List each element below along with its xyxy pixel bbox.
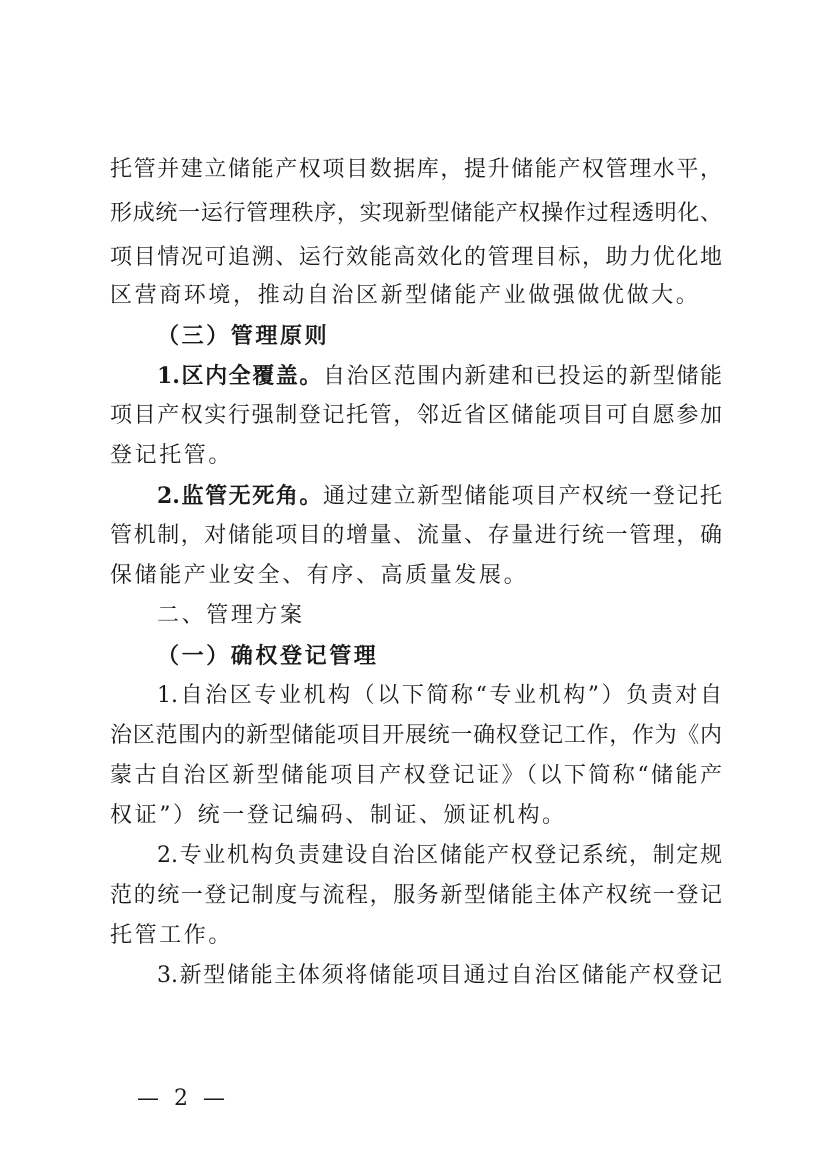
principle-2-title: 2.监管无死角。 bbox=[157, 483, 323, 509]
principle-1-line bbox=[157, 361, 722, 391]
body-line: 项目产权实行强制登记托管，邻近省区储能项目可自愿参加 bbox=[110, 403, 722, 428]
principle-2-line bbox=[157, 481, 722, 511]
body-line: 项目情况可追溯、运行效能高效化的管理目标，助力优化地 bbox=[110, 245, 722, 270]
body-line: 区营商环境，推动自治区新型储能产业做强做优做大。 bbox=[110, 283, 701, 308]
body-line: 1.自治区专业机构（以下简称“专业机构”）负责对自 bbox=[157, 683, 722, 708]
body-line: 权证”）统一登记编码、制证、颁证机构。 bbox=[110, 803, 567, 828]
body-line: 管机制，对储能项目的增量、流量、存量进行统一管理，确 bbox=[110, 523, 722, 548]
subsection-heading-registration: （一）确权登记管理 bbox=[157, 643, 379, 669]
body-line: 2.专业机构负责建设自治区储能产权登记系统，制定规 bbox=[157, 843, 722, 868]
body-line: 范的统一登记制度与流程，服务新型储能主体产权统一登记 bbox=[110, 883, 722, 908]
body-line: 保储能产业安全、有序、高质量发展。 bbox=[110, 563, 529, 588]
body-line: 蒙古自治区新型储能项目产权登记证》（以下简称“储能产 bbox=[110, 763, 722, 788]
principle-1-title: 1.区内全覆盖。 bbox=[157, 363, 323, 389]
page-number: — 2 — bbox=[137, 1086, 229, 1111]
principle-2-text: 通过建立新型储能项目产权统一登记托 bbox=[322, 484, 722, 509]
section-heading-plan: 二、管理方案 bbox=[157, 603, 305, 628]
section-heading-principles: （三）管理原则 bbox=[157, 323, 330, 349]
body-line: 登记托管。 bbox=[110, 443, 234, 468]
principle-1-text: 自治区范围内新建和已投运的新型储能 bbox=[322, 364, 722, 389]
body-line: 形成统一运行管理秩序，实现新型储能产权操作过程透明化、 bbox=[110, 201, 722, 226]
body-line: 3.新型储能主体须将储能项目通过自治区储能产权登记 bbox=[157, 963, 722, 988]
body-line: 治区范围内的新型储能项目开展统一确权登记工作，作为《内 bbox=[110, 723, 722, 748]
body-line: 托管并建立储能产权项目数据库，提升储能产权管理水平， bbox=[110, 157, 722, 182]
body-line: 托管工作。 bbox=[110, 923, 234, 948]
